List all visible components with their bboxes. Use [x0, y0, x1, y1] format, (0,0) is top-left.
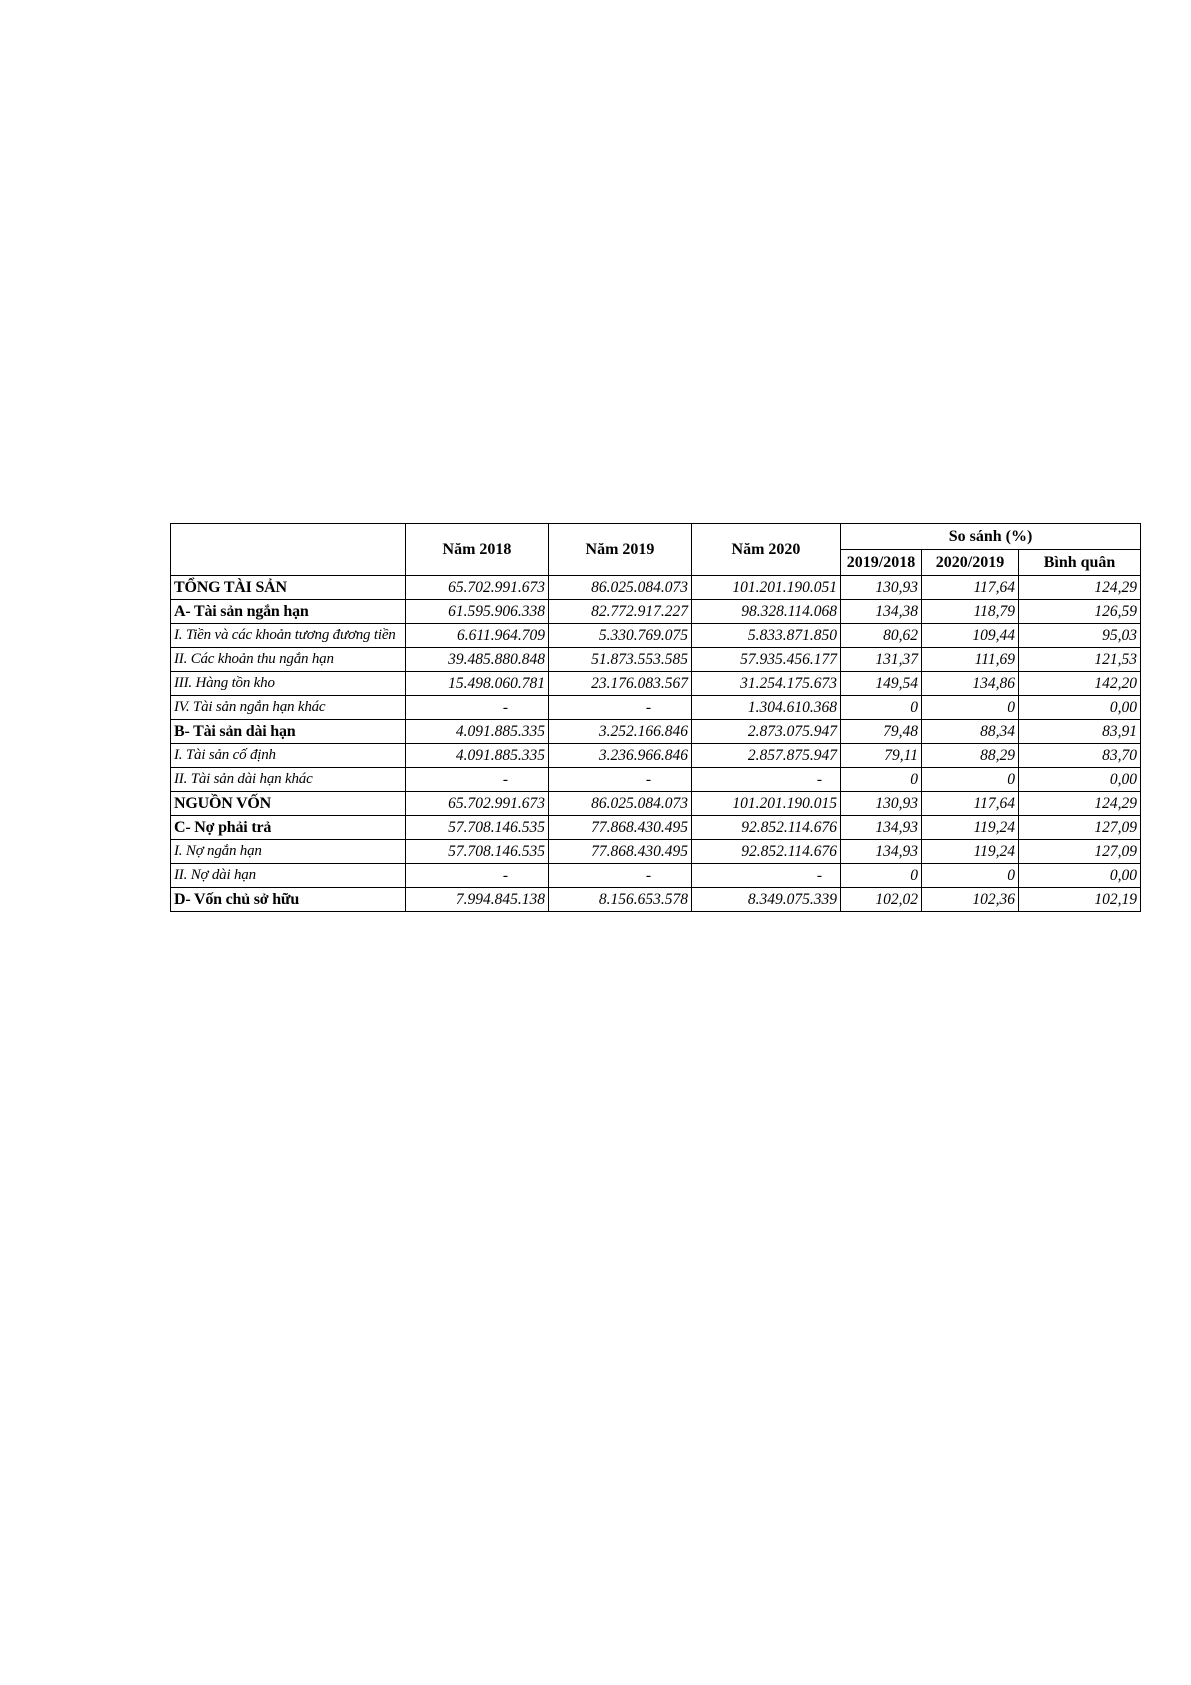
compare-2020-2019-cell: 88,34 — [922, 720, 1019, 744]
value-2018-cell: 57.708.146.535 — [406, 816, 549, 840]
compare-average-cell: 127,09 — [1019, 840, 1141, 864]
value-2020-cell: - — [692, 768, 841, 792]
compare-average-cell: 0,00 — [1019, 864, 1141, 888]
value-2020-cell: 5.833.871.850 — [692, 624, 841, 648]
table-row — [171, 840, 1141, 864]
value-2019-cell: 23.176.083.567 — [549, 672, 692, 696]
compare-2019-2018-cell: 0 — [841, 864, 922, 888]
compare-2020-2019-cell: 109,44 — [922, 624, 1019, 648]
header-compare-2019-2018: 2019/2018 — [841, 550, 922, 576]
compare-2020-2019-cell: 119,24 — [922, 816, 1019, 840]
compare-2019-2018-cell: 134,93 — [841, 840, 922, 864]
compare-average-cell: 142,20 — [1019, 672, 1141, 696]
value-2019-cell: 86.025.084.073 — [549, 792, 692, 816]
value-2018-cell: 4.091.885.335 — [406, 744, 549, 768]
compare-2020-2019-cell: 117,64 — [922, 576, 1019, 600]
compare-2020-2019-cell: 0 — [922, 864, 1019, 888]
value-2019-cell: 3.236.966.846 — [549, 744, 692, 768]
table-row — [171, 672, 1141, 696]
header-compare-average: Bình quân — [1019, 550, 1141, 576]
compare-2019-2018-cell: 134,38 — [841, 600, 922, 624]
value-2020-cell: 92.852.114.676 — [692, 816, 841, 840]
row-label: D- Vốn chủ sở hữu — [171, 888, 406, 912]
compare-2020-2019-cell: 134,86 — [922, 672, 1019, 696]
compare-2020-2019-cell: 0 — [922, 696, 1019, 720]
row-label: B- Tài sản dài hạn — [171, 720, 406, 744]
table-row — [171, 600, 1141, 624]
value-2020-cell: 31.254.175.673 — [692, 672, 841, 696]
value-2020-cell: 98.328.114.068 — [692, 600, 841, 624]
header-compare-2020-2019: 2020/2019 — [922, 550, 1019, 576]
compare-average-cell: 124,29 — [1019, 792, 1141, 816]
value-2019-cell: 82.772.917.227 — [549, 600, 692, 624]
header-year-2019: Năm 2019 — [549, 524, 692, 576]
compare-average-cell: 95,03 — [1019, 624, 1141, 648]
value-2018-cell: 61.595.906.338 — [406, 600, 549, 624]
value-2018-cell: - — [406, 768, 549, 792]
value-2019-cell: 3.252.166.846 — [549, 720, 692, 744]
value-2020-cell: 2.857.875.947 — [692, 744, 841, 768]
value-2018-cell: 65.702.991.673 — [406, 576, 549, 600]
table-row — [171, 720, 1141, 744]
compare-2020-2019-cell: 118,79 — [922, 600, 1019, 624]
value-2020-cell: 8.349.075.339 — [692, 888, 841, 912]
value-2019-cell: - — [549, 768, 692, 792]
row-label: C- Nợ phải trả — [171, 816, 406, 840]
value-2018-cell: 7.994.845.138 — [406, 888, 549, 912]
value-2018-cell: - — [406, 696, 549, 720]
table-row — [171, 768, 1141, 792]
balance-sheet-table-container — [170, 523, 1138, 912]
value-2019-cell: - — [549, 696, 692, 720]
table-body — [171, 576, 1141, 912]
compare-average-cell: 124,29 — [1019, 576, 1141, 600]
row-label: I. Tài sản cố định — [171, 744, 406, 768]
table-row — [171, 744, 1141, 768]
header-compare-group: So sánh (%) — [841, 524, 1141, 550]
header-blank-cell — [171, 524, 406, 576]
compare-2019-2018-cell: 80,62 — [841, 624, 922, 648]
value-2020-cell: 101.201.190.015 — [692, 792, 841, 816]
row-label: IV. Tài sản ngắn hạn khác — [171, 696, 406, 720]
compare-2020-2019-cell: 111,69 — [922, 648, 1019, 672]
compare-2019-2018-cell: 102,02 — [841, 888, 922, 912]
table-row — [171, 624, 1141, 648]
value-2020-cell: 57.935.456.177 — [692, 648, 841, 672]
balance-sheet-table — [170, 523, 1141, 912]
compare-average-cell: 121,53 — [1019, 648, 1141, 672]
value-2019-cell: 77.868.430.495 — [549, 816, 692, 840]
row-label: II. Nợ dài hạn — [171, 864, 406, 888]
row-label: A- Tài sản ngắn hạn — [171, 600, 406, 624]
value-2020-cell: 2.873.075.947 — [692, 720, 841, 744]
compare-2019-2018-cell: 131,37 — [841, 648, 922, 672]
value-2018-cell: 6.611.964.709 — [406, 624, 549, 648]
value-2019-cell: 5.330.769.075 — [549, 624, 692, 648]
compare-2019-2018-cell: 79,11 — [841, 744, 922, 768]
value-2019-cell: 8.156.653.578 — [549, 888, 692, 912]
table-row — [171, 816, 1141, 840]
compare-2019-2018-cell: 0 — [841, 768, 922, 792]
value-2018-cell: 39.485.880.848 — [406, 648, 549, 672]
compare-average-cell: 127,09 — [1019, 816, 1141, 840]
compare-2019-2018-cell: 130,93 — [841, 576, 922, 600]
table-row — [171, 696, 1141, 720]
value-2018-cell: 15.498.060.781 — [406, 672, 549, 696]
value-2018-cell: - — [406, 864, 549, 888]
value-2019-cell: 51.873.553.585 — [549, 648, 692, 672]
compare-2019-2018-cell: 79,48 — [841, 720, 922, 744]
value-2018-cell: 57.708.146.535 — [406, 840, 549, 864]
value-2018-cell: 65.702.991.673 — [406, 792, 549, 816]
value-2020-cell: 101.201.190.051 — [692, 576, 841, 600]
row-label: TỔNG TÀI SẢN — [171, 576, 406, 600]
compare-2019-2018-cell: 149,54 — [841, 672, 922, 696]
table-header — [171, 524, 1141, 576]
compare-2019-2018-cell: 134,93 — [841, 816, 922, 840]
compare-2020-2019-cell: 88,29 — [922, 744, 1019, 768]
table-row — [171, 864, 1141, 888]
header-year-2018: Năm 2018 — [406, 524, 549, 576]
value-2019-cell: 77.868.430.495 — [549, 840, 692, 864]
compare-average-cell: 83,91 — [1019, 720, 1141, 744]
row-label: II. Các khoản thu ngắn hạn — [171, 648, 406, 672]
compare-2020-2019-cell: 117,64 — [922, 792, 1019, 816]
header-year-2020: Năm 2020 — [692, 524, 841, 576]
row-label: II. Tài sản dài hạn khác — [171, 768, 406, 792]
value-2019-cell: - — [549, 864, 692, 888]
row-label: NGUỒN VỐN — [171, 792, 406, 816]
row-label: III. Hàng tồn kho — [171, 672, 406, 696]
compare-average-cell: 126,59 — [1019, 600, 1141, 624]
compare-average-cell: 0,00 — [1019, 768, 1141, 792]
compare-2020-2019-cell: 0 — [922, 768, 1019, 792]
row-label: I. Tiền và các khoản tương đương tiền — [171, 624, 406, 648]
compare-2019-2018-cell: 130,93 — [841, 792, 922, 816]
row-label: I. Nợ ngắn hạn — [171, 840, 406, 864]
table-row — [171, 792, 1141, 816]
table-row — [171, 888, 1141, 912]
table-row — [171, 576, 1141, 600]
compare-average-cell: 83,70 — [1019, 744, 1141, 768]
value-2020-cell: 1.304.610.368 — [692, 696, 841, 720]
value-2018-cell: 4.091.885.335 — [406, 720, 549, 744]
compare-average-cell: 102,19 — [1019, 888, 1141, 912]
compare-2020-2019-cell: 119,24 — [922, 840, 1019, 864]
value-2020-cell: - — [692, 864, 841, 888]
value-2020-cell: 92.852.114.676 — [692, 840, 841, 864]
compare-2020-2019-cell: 102,36 — [922, 888, 1019, 912]
value-2019-cell: 86.025.084.073 — [549, 576, 692, 600]
compare-average-cell: 0,00 — [1019, 696, 1141, 720]
table-row — [171, 648, 1141, 672]
compare-2019-2018-cell: 0 — [841, 696, 922, 720]
